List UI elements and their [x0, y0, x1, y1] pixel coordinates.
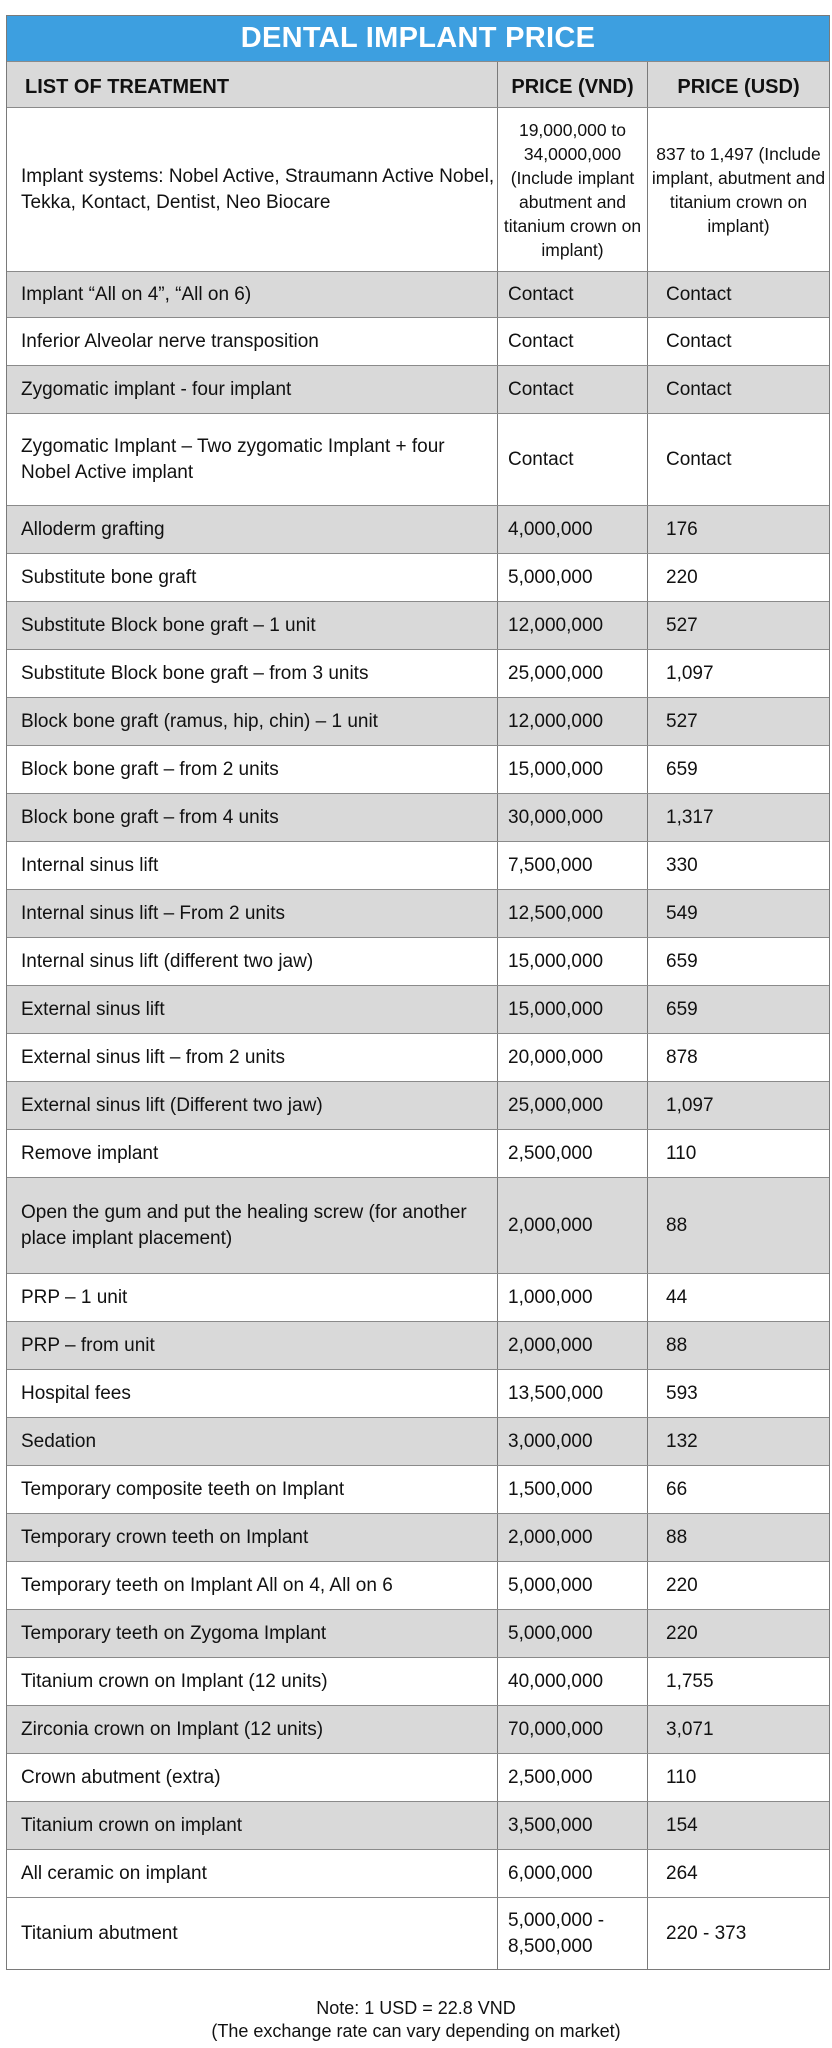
cell-price-usd: 330 [647, 842, 829, 889]
cell-price-vnd: Contact [497, 414, 647, 505]
cell-price-vnd: 40,000,000 [497, 1658, 647, 1705]
cell-price-usd: 659 [647, 746, 829, 793]
cell-price-usd: 1,097 [647, 650, 829, 697]
table-row [7, 413, 829, 505]
cell-treatment: Zirconia crown on Implant (12 units) [21, 1718, 324, 1740]
cell-treatment: Implant systems: Nobel Active, Straumann Active Nobel, Tekka, Kontact, Dentist, Neo Biocare [21, 165, 495, 213]
table-row [7, 601, 829, 649]
cell-price-vnd: 20,000,000 [497, 1034, 647, 1081]
cell-price-usd: Contact [647, 414, 829, 505]
table-row [7, 889, 829, 937]
cell-treatment: Implant “All on 4”, “All on 6) [21, 283, 252, 305]
cell-treatment: PRP – 1 unit [21, 1286, 128, 1308]
cell-price-vnd: 2,000,000 [497, 1514, 647, 1561]
cell-price-usd: 88 [647, 1178, 829, 1273]
cell-treatment: Temporary teeth on Zygoma Implant [21, 1622, 327, 1644]
cell-price-usd: 659 [647, 986, 829, 1033]
cell-treatment: Titanium crown on implant [21, 1814, 243, 1836]
cell-price-vnd: 3,000,000 [497, 1418, 647, 1465]
cell-price-usd: 88 [647, 1322, 829, 1369]
cell-price-vnd: 13,500,000 [497, 1370, 647, 1417]
header-treatment: LIST OF TREATMENT [25, 76, 230, 98]
cell-price-vnd: 2,000,000 [497, 1322, 647, 1369]
cell-price-usd: 66 [647, 1466, 829, 1513]
table-row [7, 1561, 829, 1609]
cell-price-usd: 659 [647, 938, 829, 985]
cell-price-vnd: 5,000,000 [497, 554, 647, 601]
cell-treatment: Substitute bone graft [21, 566, 197, 588]
cell-treatment: External sinus lift [21, 998, 165, 1020]
table-row [7, 1033, 829, 1081]
cell-price-usd: 527 [647, 602, 829, 649]
cell-price-vnd: 19,000,000 to 34,0000,000 (Include implant abutment and titanium crown on implant) [497, 108, 647, 271]
cell-price-usd: 264 [647, 1850, 829, 1897]
cell-treatment: Crown abutment (extra) [21, 1766, 221, 1788]
table-row [7, 697, 829, 745]
cell-price-vnd: 4,000,000 [497, 506, 647, 553]
cell-price-vnd: 2,500,000 [497, 1130, 647, 1177]
cell-price-usd: Contact [647, 366, 829, 413]
cell-treatment: Sedation [21, 1430, 97, 1452]
cell-price-vnd: 6,000,000 [497, 1850, 647, 1897]
cell-price-vnd: 15,000,000 [497, 986, 647, 1033]
table-row [7, 1273, 829, 1321]
cell-price-usd: 110 [647, 1754, 829, 1801]
table-row [7, 985, 829, 1033]
cell-treatment: Hospital fees [21, 1382, 131, 1404]
table-row [7, 1705, 829, 1753]
cell-price-usd: 220 [647, 554, 829, 601]
cell-price-vnd: 70,000,000 [497, 1706, 647, 1753]
cell-price-vnd: Contact [497, 318, 647, 365]
cell-treatment: Internal sinus lift [21, 854, 159, 876]
exchange-note: Note: 1 USD = 22.8 VND [316, 1998, 516, 2018]
table-row [7, 1801, 829, 1849]
cell-price-usd: 1,097 [647, 1082, 829, 1129]
cell-price-vnd: 30,000,000 [497, 794, 647, 841]
table-row [7, 553, 829, 601]
cell-price-vnd: 15,000,000 [497, 938, 647, 985]
cell-treatment: Inferior Alveolar nerve transposition [21, 330, 319, 352]
cell-price-usd: 154 [647, 1802, 829, 1849]
cell-price-vnd: Contact [497, 272, 647, 317]
cell-price-usd: 593 [647, 1370, 829, 1417]
cell-price-usd: 1,755 [647, 1658, 829, 1705]
cell-price-usd: 220 - 373 [647, 1898, 829, 1969]
table-row [7, 1129, 829, 1177]
table-row [7, 793, 829, 841]
cell-price-vnd: 3,500,000 [497, 1802, 647, 1849]
cell-price-vnd: Contact [497, 366, 647, 413]
cell-treatment: Remove implant [21, 1142, 159, 1164]
cell-price-vnd: 12,000,000 [497, 602, 647, 649]
table-row [7, 1657, 829, 1705]
table-row [7, 1849, 829, 1897]
cell-price-usd: 220 [647, 1610, 829, 1657]
cell-price-vnd: 7,500,000 [497, 842, 647, 889]
table-row [7, 1321, 829, 1369]
cell-price-usd: 88 [647, 1514, 829, 1561]
table-header [7, 61, 829, 107]
table-row [7, 107, 829, 271]
header-price-usd: PRICE (USD) [647, 62, 829, 107]
cell-treatment: PRP – from unit [21, 1334, 155, 1356]
cell-price-vnd: 2,500,000 [497, 1754, 647, 1801]
cell-treatment: Substitute Block bone graft – 1 unit [21, 614, 316, 636]
cell-treatment: Internal sinus lift (different two jaw) [21, 950, 314, 972]
table-row [7, 317, 829, 365]
cell-treatment: External sinus lift – from 2 units [21, 1046, 285, 1068]
table-row [7, 505, 829, 553]
cell-price-usd: 527 [647, 698, 829, 745]
cell-treatment: Block bone graft (ramus, hip, chin) – 1 unit [21, 710, 378, 732]
table-row [7, 1753, 829, 1801]
cell-treatment: Block bone graft – from 2 units [21, 758, 279, 780]
table-row [7, 1513, 829, 1561]
table-row [7, 1609, 829, 1657]
cell-price-usd: 837 to 1,497 (Include implant, abutment and titanium crown on implant) [647, 108, 829, 271]
table-row [7, 649, 829, 697]
cell-price-usd: 3,071 [647, 1706, 829, 1753]
cell-price-vnd: 1,500,000 [497, 1466, 647, 1513]
cell-price-vnd: 5,000,000 [497, 1610, 647, 1657]
cell-treatment: Block bone graft – from 4 units [21, 806, 279, 828]
exchange-note-detail: (The exchange rate can vary depending on market) [211, 2021, 621, 2041]
cell-treatment: Zygomatic Implant – Two zygomatic Implant + four Nobel Active implant [21, 435, 445, 483]
table-row [7, 1081, 829, 1129]
cell-price-usd: 549 [647, 890, 829, 937]
cell-price-usd: 878 [647, 1034, 829, 1081]
cell-treatment: All ceramic on implant [21, 1862, 207, 1884]
table-row [7, 1465, 829, 1513]
cell-treatment: Temporary composite teeth on Implant [21, 1478, 345, 1500]
cell-price-vnd: 12,000,000 [497, 698, 647, 745]
cell-price-usd: 1,317 [647, 794, 829, 841]
cell-treatment: Titanium crown on Implant (12 units) [21, 1670, 328, 1692]
table-row [7, 365, 829, 413]
cell-treatment: Titanium abutment [21, 1922, 178, 1944]
cell-treatment: Internal sinus lift – From 2 units [21, 902, 285, 924]
cell-price-vnd: 5,000,000 - 8,500,000 [497, 1898, 647, 1969]
cell-treatment: Temporary teeth on Implant All on 4, All on 6 [21, 1574, 393, 1596]
cell-price-usd: 110 [647, 1130, 829, 1177]
cell-price-vnd: 5,000,000 [497, 1562, 647, 1609]
cell-price-vnd: 2,000,000 [497, 1178, 647, 1273]
cell-treatment: Zygomatic implant - four implant [21, 378, 292, 400]
header-price-vnd: PRICE (VND) [497, 62, 647, 107]
table-row [7, 937, 829, 985]
cell-price-usd: 44 [647, 1274, 829, 1321]
cell-price-vnd: 25,000,000 [497, 650, 647, 697]
cell-price-usd: 220 [647, 1562, 829, 1609]
cell-treatment: Open the gum and put the healing screw (for another place implant placement) [21, 1201, 467, 1249]
cell-price-vnd: 25,000,000 [497, 1082, 647, 1129]
cell-price-usd: Contact [647, 272, 829, 317]
cell-treatment: External sinus lift (Different two jaw) [21, 1094, 323, 1116]
cell-price-vnd: 1,000,000 [497, 1274, 647, 1321]
cell-price-usd: 176 [647, 506, 829, 553]
cell-price-vnd: 12,500,000 [497, 890, 647, 937]
table-row [7, 1177, 829, 1273]
cell-price-usd: 132 [647, 1418, 829, 1465]
table-row [7, 745, 829, 793]
cell-price-usd: Contact [647, 318, 829, 365]
cell-treatment: Temporary crown teeth on Implant [21, 1526, 309, 1548]
table-row [7, 1897, 829, 1969]
page-title: DENTAL IMPLANT PRICE [7, 16, 829, 61]
table-body [7, 107, 829, 1969]
cell-price-vnd: 15,000,000 [497, 746, 647, 793]
table-row [7, 841, 829, 889]
table-row [7, 1417, 829, 1465]
price-table [6, 15, 830, 1970]
cell-treatment: Substitute Block bone graft – from 3 units [21, 662, 369, 684]
table-row [7, 271, 829, 317]
table-row [7, 1369, 829, 1417]
cell-treatment: Alloderm grafting [21, 518, 165, 540]
